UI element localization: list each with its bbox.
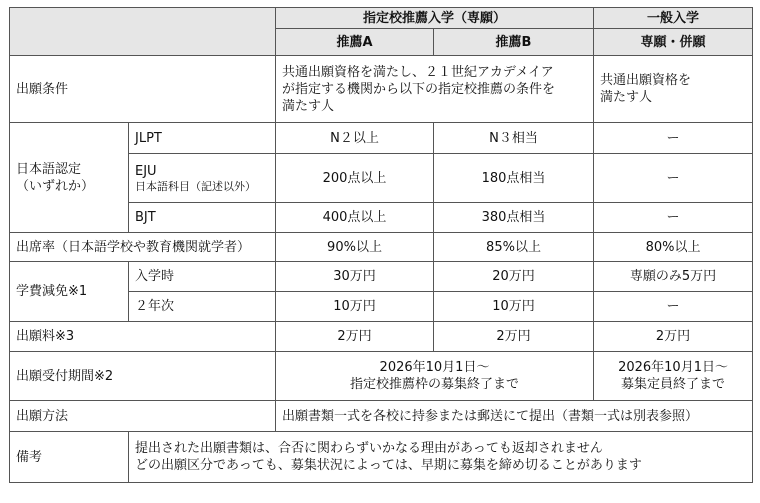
row-attendance bbox=[10, 233, 753, 262]
bjt-b: 380点相当 bbox=[434, 203, 594, 233]
jlpt-b: N３相当 bbox=[434, 123, 594, 154]
fee-a: 2万円 bbox=[276, 322, 434, 352]
conditions-general bbox=[594, 56, 753, 123]
row-tuition-entry bbox=[10, 262, 753, 292]
attendance-label: 出席率（日本語学校や教育機関就学者） bbox=[10, 233, 276, 262]
tuition-year2-b: 10万円 bbox=[434, 292, 594, 322]
japanese-label-line2: （いずれか） bbox=[16, 178, 95, 194]
method-label: 出願方法 bbox=[10, 401, 276, 432]
jlpt-general: ー bbox=[594, 123, 753, 154]
tuition-label: 学費減免※1 bbox=[10, 262, 129, 322]
eju-name-cell bbox=[129, 154, 276, 203]
row-conditions bbox=[10, 56, 753, 123]
conditions-ab bbox=[276, 56, 594, 123]
header-col-a: 推薦A bbox=[276, 29, 434, 56]
eju-name: EJU bbox=[135, 163, 157, 179]
fee-b: 2万円 bbox=[434, 322, 594, 352]
period-ab-line2: 指定校推薦枠の募集終了まで bbox=[350, 377, 520, 392]
header-general: 一般入学 bbox=[594, 8, 753, 29]
attendance-general: 80%以上 bbox=[594, 233, 753, 262]
admission-table bbox=[9, 7, 753, 483]
row-fee bbox=[10, 322, 753, 352]
notes-line2: どの出願区分であっても、募集状況によっては、早期に募集を締め切ることがあります bbox=[135, 458, 642, 473]
eju-b: 180点相当 bbox=[434, 154, 594, 203]
attendance-a: 90%以上 bbox=[276, 233, 434, 262]
notes-value bbox=[129, 432, 753, 483]
eju-general: ー bbox=[594, 154, 753, 203]
period-general bbox=[594, 352, 753, 401]
period-general-line1: 2026年10月1日〜 bbox=[618, 360, 728, 375]
fee-general: 2万円 bbox=[594, 322, 753, 352]
jlpt-name: JLPT bbox=[129, 123, 276, 154]
tuition-entry-b: 20万円 bbox=[434, 262, 594, 292]
header-row-1 bbox=[10, 8, 753, 29]
eju-a: 200点以上 bbox=[276, 154, 434, 203]
fee-label: 出願料※3 bbox=[10, 322, 276, 352]
conditions-general-line2: 満たす人 bbox=[600, 90, 653, 105]
attendance-b: 85%以上 bbox=[434, 233, 594, 262]
bjt-name: BJT bbox=[129, 203, 276, 233]
tuition-year2-general: ー bbox=[594, 292, 753, 322]
notes-label: 備考 bbox=[10, 432, 129, 483]
period-label: 出願受付期間※2 bbox=[10, 352, 276, 401]
conditions-ab-line2: が指定する機関から以下の指定校推薦の条件を bbox=[282, 81, 556, 97]
method-value: 出願書類一式を各校に持参または郵送にて提出（書類一式は別表参照） bbox=[276, 401, 753, 432]
conditions-ab-line1: 共通出願資格を満たし、２１世紀アカデメイア bbox=[282, 64, 554, 80]
header-col-general: 専願・併願 bbox=[594, 29, 753, 56]
period-ab bbox=[276, 352, 594, 401]
japanese-label-line1: 日本語認定 bbox=[16, 161, 82, 177]
tuition-year2-name: ２年次 bbox=[129, 292, 276, 322]
bjt-a: 400点以上 bbox=[276, 203, 434, 233]
eju-note: 日本語科目（記述以外） bbox=[135, 179, 256, 193]
tuition-entry-general: 専願のみ5万円 bbox=[594, 262, 753, 292]
header-blank-cell bbox=[10, 8, 276, 56]
row-notes bbox=[10, 432, 753, 483]
conditions-general-line1: 共通出願資格を bbox=[600, 73, 692, 88]
row-period bbox=[10, 352, 753, 401]
period-general-line2: 募集定員終了まで bbox=[621, 377, 726, 392]
conditions-ab-line3: 満たす人 bbox=[282, 98, 335, 114]
tuition-year2-a: 10万円 bbox=[276, 292, 434, 322]
jlpt-a: N２以上 bbox=[276, 123, 434, 154]
header-senmon: 指定校推薦入学（専願） bbox=[276, 8, 594, 29]
header-col-b: 推薦B bbox=[434, 29, 594, 56]
tuition-entry-name: 入学時 bbox=[129, 262, 276, 292]
conditions-label: 出願条件 bbox=[10, 56, 276, 123]
row-method bbox=[10, 401, 753, 432]
japanese-label bbox=[10, 123, 129, 233]
notes-line1: 提出された出願書類は、合否に関わらずいかなる理由があっても返却されません bbox=[135, 441, 603, 456]
bjt-general: ー bbox=[594, 203, 753, 233]
row-jlpt bbox=[10, 123, 753, 154]
tuition-entry-a: 30万円 bbox=[276, 262, 434, 292]
period-ab-line1: 2026年10月1日〜 bbox=[379, 360, 490, 375]
